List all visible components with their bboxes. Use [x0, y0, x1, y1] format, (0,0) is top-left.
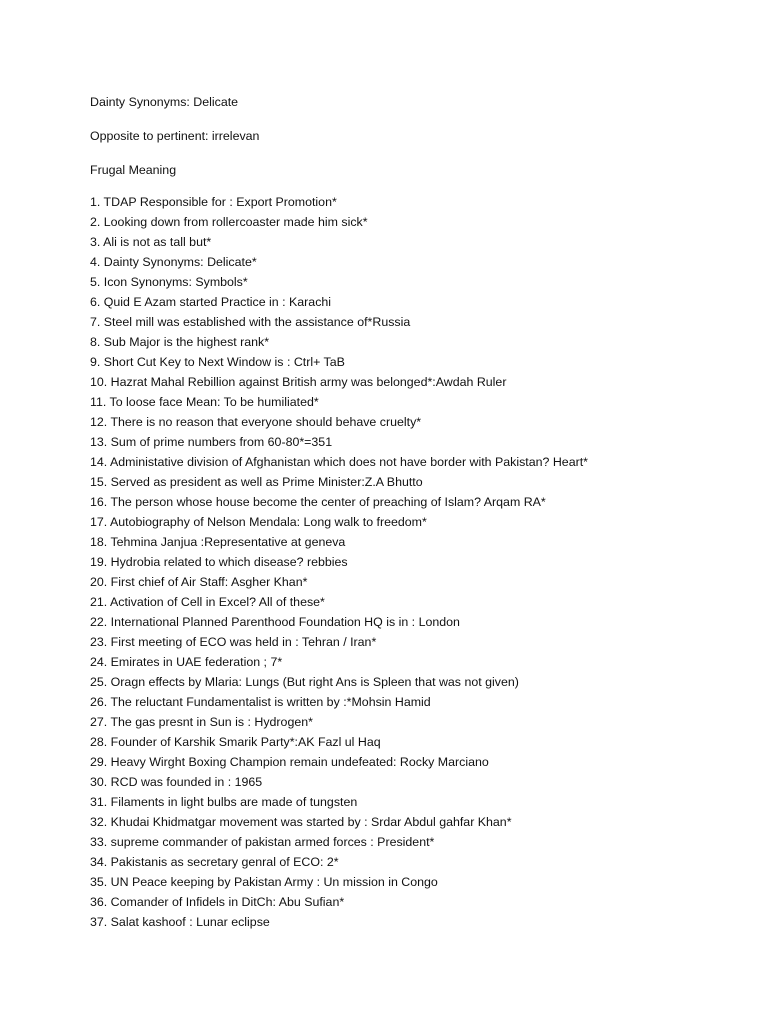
list-item: 27. The gas presnt in Sun is : Hydrogen* [90, 715, 313, 729]
list-item: 2. Looking down from rollercoaster made him sick* [90, 215, 368, 229]
list-item: 10. Hazrat Mahal Rebillion against British army was belonged*:Awdah Ruler [90, 375, 507, 389]
list-item: 23. First meeting of ECO was held in : Tehran / Iran* [90, 635, 377, 649]
list-item: 6. Quid E Azam started Practice in : Karachi [90, 295, 332, 309]
list-item: 21. Activation of Cell in Excel? All of these* [90, 595, 325, 609]
list-item: 20. First chief of Air Staff: Asgher Khan* [90, 575, 308, 589]
question-list [90, 192, 730, 932]
list-item: 32. Khudai Khidmatgar movement was started by : Srdar Abdul gahfar Khan* [90, 815, 512, 829]
intro-line-dainty: Dainty Synonyms: Delicate [90, 95, 239, 109]
list-item: 22. International Planned Parenthood Foundation HQ is in : London [90, 615, 460, 629]
list-item: 18. Tehmina Janjua :Representative at geneva [90, 535, 346, 549]
list-item: 24. Emirates in UAE federation ; 7* [90, 655, 283, 669]
list-item: 15. Served as president as well as Prime Minister:Z.A Bhutto [90, 475, 423, 489]
list-item: 14. Administative division of Afghanistan which does not have border with Pakistan? Heart* [90, 455, 588, 469]
document-page [90, 92, 730, 944]
list-item: 4. Dainty Synonyms: Delicate* [90, 255, 257, 269]
list-item: 3. Ali is not as tall but* [90, 235, 212, 249]
list-item: 11. To loose face Mean: To be humiliated* [90, 395, 319, 409]
list-item: 16. The person whose house become the center of preaching of Islam? Arqam RA* [90, 495, 546, 509]
list-item: 5. Icon Synonyms: Symbols* [90, 275, 248, 289]
list-item: 19. Hydrobia related to which disease? rebbies [90, 555, 348, 569]
list-item: 12. There is no reason that everyone should behave cruelty* [90, 415, 422, 429]
list-item: 28. Founder of Karshik Smarik Party*:AK Fazl ul Haq [90, 735, 381, 749]
list-item: 26. The reluctant Fundamentalist is written by :*Mohsin Hamid [90, 695, 431, 709]
list-item: 9. Short Cut Key to Next Window is : Ctrl+ TaB [90, 355, 345, 369]
list-item: 8. Sub Major is the highest rank* [90, 335, 270, 349]
list-item: 30. RCD was founded in : 1965 [90, 775, 263, 789]
list-item: 1. TDAP Responsible for : Export Promotion* [90, 195, 337, 209]
intro-line-frugal: Frugal Meaning [90, 163, 177, 177]
list-item: 36. Comander of Infidels in DitCh: Abu Sufian* [90, 895, 345, 909]
list-item: 29. Heavy Wirght Boxing Champion remain undefeated: Rocky Marciano [90, 755, 489, 769]
intro-line-pertinent: Opposite to pertinent: irrelevan [90, 129, 260, 143]
list-item: 31. Filaments in light bulbs are made of tungsten [90, 795, 358, 809]
list-item: 34. Pakistanis as secretary genral of ECO: 2* [90, 855, 339, 869]
list-item: 25. Oragn effects by Mlaria: Lungs (But right Ans is Spleen that was not given) [90, 675, 519, 689]
list-item: 35. UN Peace keeping by Pakistan Army : Un mission in Congo [90, 875, 438, 889]
list-item: 7. Steel mill was established with the assistance of*Russia [90, 315, 411, 329]
list-item: 13. Sum of prime numbers from 60-80*=351 [90, 435, 333, 449]
list-item: 17. Autobiography of Nelson Mendala: Long walk to freedom* [90, 515, 427, 529]
list-item: 33. supreme commander of pakistan armed forces : President* [90, 835, 435, 849]
list-item: 37. Salat kashoof : Lunar eclipse [90, 915, 270, 929]
